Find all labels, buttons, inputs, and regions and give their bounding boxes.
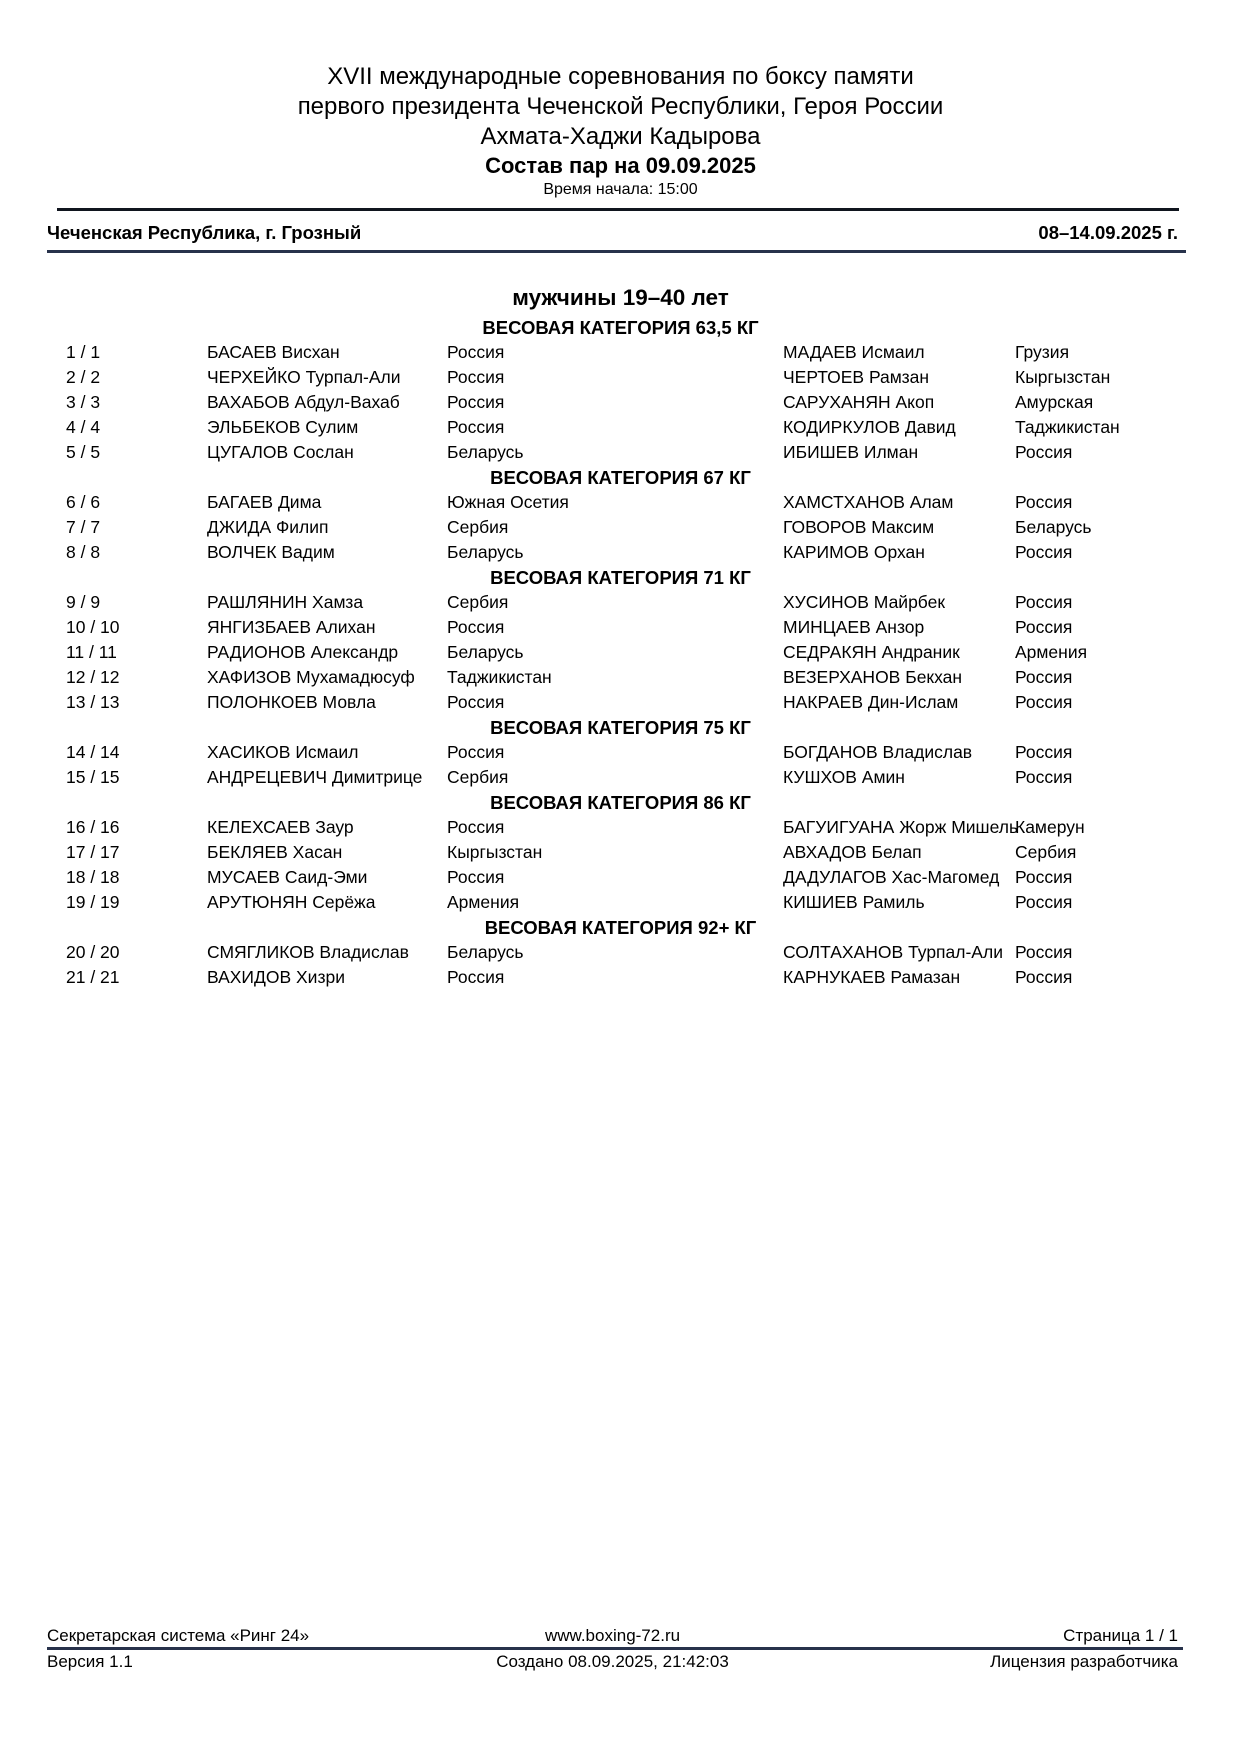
pairs-subtitle: Состав пар на 09.09.2025 xyxy=(485,153,756,178)
bout-number: 20 / 20 xyxy=(66,942,120,962)
bout-row xyxy=(0,640,1241,665)
blue-boxer-name: САРУХАНЯН Акоп xyxy=(783,392,935,412)
weight-category-heading: ВЕСОВАЯ КАТЕГОРИЯ 92+ КГ xyxy=(484,917,757,938)
bout-row xyxy=(0,590,1241,615)
red-boxer-team: Россия xyxy=(447,617,505,637)
bout-number: 21 / 21 xyxy=(66,967,120,987)
red-boxer-team: Кыргызстан xyxy=(447,842,543,862)
blue-boxer-name: БАГУИГУАНА Жорж Мишель xyxy=(783,817,1019,837)
bout-row xyxy=(0,840,1241,865)
footer-website: www.boxing-72.ru xyxy=(544,1626,681,1645)
bout-number: 15 / 15 xyxy=(66,767,120,787)
blue-boxer-team: Амурская xyxy=(1015,392,1094,412)
blue-boxer-team: Россия xyxy=(1015,767,1073,787)
red-boxer-name: СМЯГЛИКОВ Владислав xyxy=(207,942,409,962)
blue-boxer-team: Кыргызстан xyxy=(1015,367,1111,387)
blue-boxer-team: Беларусь xyxy=(1015,517,1092,537)
red-boxer-team: Сербия xyxy=(447,767,509,787)
bout-row xyxy=(0,815,1241,840)
red-boxer-team: Таджикистан xyxy=(447,667,552,687)
red-boxer-name: ВАХИДОВ Хизри xyxy=(207,967,345,987)
red-boxer-team: Россия xyxy=(447,817,505,837)
bout-row xyxy=(0,365,1241,390)
bout-number: 14 / 14 xyxy=(66,742,120,762)
blue-boxer-name: АВХАДОВ Белап xyxy=(783,842,922,862)
red-boxer-name: МУСАЕВ Саид-Эми xyxy=(207,867,368,887)
bout-row xyxy=(0,390,1241,415)
blue-boxer-name: КОДИРКУЛОВ Давид xyxy=(783,417,956,437)
bout-number: 5 / 5 xyxy=(66,442,101,462)
bout-row xyxy=(0,665,1241,690)
bout-number: 4 / 4 xyxy=(66,417,101,437)
bout-row xyxy=(0,415,1241,440)
bout-number: 13 / 13 xyxy=(66,692,120,712)
footer-divider xyxy=(47,1647,1183,1650)
red-boxer-team: Россия xyxy=(447,967,505,987)
blue-boxer-name: БОГДАНОВ Владислав xyxy=(783,742,973,762)
bout-row xyxy=(0,690,1241,715)
blue-boxer-team: Россия xyxy=(1015,442,1073,462)
blue-boxer-team: Россия xyxy=(1015,867,1073,887)
bout-row xyxy=(0,540,1241,565)
weight-category-heading: ВЕСОВАЯ КАТЕГОРИЯ 86 КГ xyxy=(490,792,751,813)
red-boxer-name: ЯНГИЗБАЕВ Алихан xyxy=(207,617,376,637)
blue-boxer-name: ДАДУЛАГОВ Хас-Магомед xyxy=(783,867,1000,887)
red-boxer-team: Россия xyxy=(447,867,505,887)
title-line-2: первого президента Чеченской Республики, Героя России xyxy=(297,93,944,120)
red-boxer-name: ХАФИЗОВ Мухамадюсуф xyxy=(207,667,415,687)
header-divider-top xyxy=(57,208,1179,211)
bout-row xyxy=(0,340,1241,365)
header-divider-bottom xyxy=(47,250,1186,253)
bout-row xyxy=(0,940,1241,965)
bout-row xyxy=(0,740,1241,765)
red-boxer-team: Сербия xyxy=(447,592,509,612)
bout-number: 17 / 17 xyxy=(66,842,120,862)
weight-category-heading: ВЕСОВАЯ КАТЕГОРИЯ 75 КГ xyxy=(490,717,751,738)
blue-boxer-name: МИНЦАЕВ Анзор xyxy=(783,617,925,637)
weight-category-heading: ВЕСОВАЯ КАТЕГОРИЯ 71 КГ xyxy=(490,567,751,588)
bout-number: 7 / 7 xyxy=(66,517,101,537)
red-boxer-team: Беларусь xyxy=(447,642,524,662)
red-boxer-team: Южная Осетия xyxy=(447,492,569,512)
red-boxer-name: ВАХАБОВ Абдул-Вахаб xyxy=(207,392,400,412)
bout-row xyxy=(0,765,1241,790)
blue-boxer-name: ВЕЗЕРХАНОВ Бекхан xyxy=(783,667,963,687)
bout-row xyxy=(0,515,1241,540)
blue-boxer-team: Россия xyxy=(1015,692,1073,712)
footer-system: Секретарская система «Ринг 24» xyxy=(47,1626,310,1645)
blue-boxer-team: Россия xyxy=(1015,542,1073,562)
document-header xyxy=(0,62,1241,200)
blue-boxer-name: ХУСИНОВ Майрбек xyxy=(783,592,946,612)
blue-boxer-team: Россия xyxy=(1015,967,1073,987)
red-boxer-team: Россия xyxy=(447,342,505,362)
title-line-1: XVII международные соревнования по боксу памяти xyxy=(327,63,914,90)
red-boxer-name: ЭЛЬБЕКОВ Сулим xyxy=(207,417,359,437)
red-boxer-name: БЕКЛЯЕВ Хасан xyxy=(207,842,343,862)
red-boxer-team: Сербия xyxy=(447,517,509,537)
red-boxer-team: Россия xyxy=(447,367,505,387)
event-location: Чеченская Республика, г. Грозный xyxy=(47,222,362,243)
blue-boxer-team: Россия xyxy=(1015,667,1073,687)
bout-row xyxy=(0,440,1241,465)
red-boxer-team: Беларусь xyxy=(447,942,524,962)
weight-category-heading: ВЕСОВАЯ КАТЕГОРИЯ 67 КГ xyxy=(490,467,751,488)
blue-boxer-name: КИШИЕВ Рамиль xyxy=(783,892,925,912)
red-boxer-team: Россия xyxy=(447,742,505,762)
blue-boxer-team: Армения xyxy=(1015,642,1088,662)
red-boxer-name: ДЖИДА Филип xyxy=(207,517,329,537)
bout-number: 12 / 12 xyxy=(66,667,120,687)
blue-boxer-team: Россия xyxy=(1015,892,1073,912)
start-time: Время начала: 15:00 xyxy=(543,181,698,198)
red-boxer-name: ПОЛОНКОЕВ Мовла xyxy=(207,692,376,712)
blue-boxer-name: КАРИМОВ Орхан xyxy=(783,542,925,562)
bout-number: 18 / 18 xyxy=(66,867,120,887)
footer-line-1 xyxy=(47,1626,1178,1645)
event-subheader xyxy=(47,220,1178,246)
bout-number: 1 / 1 xyxy=(66,342,101,362)
blue-boxer-team: Россия xyxy=(1015,617,1073,637)
red-boxer-name: РАДИОНОВ Александр xyxy=(207,642,399,662)
bout-number: 3 / 3 xyxy=(66,392,101,412)
footer-line-2 xyxy=(47,1652,1178,1671)
footer-page: Страница 1 / 1 xyxy=(1063,1626,1178,1645)
pairs-table xyxy=(0,315,1241,990)
bout-row xyxy=(0,490,1241,515)
blue-boxer-name: ЧЕРТОЕВ Рамзан xyxy=(783,367,930,387)
blue-boxer-name: МАДАЕВ Исмаил xyxy=(783,342,925,362)
red-boxer-team: Россия xyxy=(447,392,505,412)
blue-boxer-team: Сербия xyxy=(1015,842,1077,862)
bout-row xyxy=(0,890,1241,915)
blue-boxer-team: Камерун xyxy=(1015,817,1085,837)
bout-number: 6 / 6 xyxy=(66,492,101,512)
bout-row xyxy=(0,865,1241,890)
footer-license: Лицензия разработчика xyxy=(990,1652,1178,1671)
weight-category-heading: ВЕСОВАЯ КАТЕГОРИЯ 63,5 КГ xyxy=(482,317,759,338)
blue-boxer-name: СОЛТАХАНОВ Турпал-Али xyxy=(783,942,1003,962)
blue-boxer-team: Таджикистан xyxy=(1015,417,1120,437)
bout-number: 9 / 9 xyxy=(66,592,101,612)
blue-boxer-name: СЕДРАКЯН Андраник xyxy=(783,642,960,662)
red-boxer-name: КЕЛЕХСАЕВ Заур xyxy=(207,817,354,837)
red-boxer-name: БАГАЕВ Дима xyxy=(207,492,322,512)
section-title: мужчины 19–40 лет xyxy=(512,285,729,310)
bout-row xyxy=(0,965,1241,990)
red-boxer-name: АНДРЕЦЕВИЧ Димитрице xyxy=(207,767,423,787)
red-boxer-name: ХАСИКОВ Исмаил xyxy=(207,742,359,762)
blue-boxer-team: Россия xyxy=(1015,592,1073,612)
blue-boxer-team: Россия xyxy=(1015,492,1073,512)
blue-boxer-name: ХАМСТХАНОВ Алам xyxy=(783,492,954,512)
red-boxer-team: Армения xyxy=(447,892,520,912)
red-boxer-team: Беларусь xyxy=(447,542,524,562)
blue-boxer-name: КАРНУКАЕВ Рамазан xyxy=(783,967,961,987)
red-boxer-team: Беларусь xyxy=(447,442,524,462)
bout-number: 11 / 11 xyxy=(66,642,117,662)
blue-boxer-name: НАКРАЕВ Дин-Ислам xyxy=(783,692,959,712)
bout-number: 8 / 8 xyxy=(66,542,101,562)
event-date-range: 08–14.09.2025 г. xyxy=(1038,222,1178,243)
blue-boxer-team: Грузия xyxy=(1015,342,1070,362)
red-boxer-team: Россия xyxy=(447,692,505,712)
red-boxer-name: АРУТЮНЯН Серёжа xyxy=(207,892,376,912)
bout-row xyxy=(0,615,1241,640)
footer-version: Версия 1.1 xyxy=(47,1652,133,1671)
blue-boxer-name: КУШХОВ Амин xyxy=(783,767,905,787)
bout-number: 10 / 10 xyxy=(66,617,120,637)
bout-number: 19 / 19 xyxy=(66,892,120,912)
bout-number: 2 / 2 xyxy=(66,367,101,387)
title-line-3: Ахмата-Хаджи Кадырова xyxy=(480,123,761,150)
red-boxer-name: РАШЛЯНИН Хамза xyxy=(207,592,364,612)
bout-number: 16 / 16 xyxy=(66,817,120,837)
red-boxer-team: Россия xyxy=(447,417,505,437)
red-boxer-name: ВОЛЧЕК Вадим xyxy=(207,542,335,562)
footer-created: Создано 08.09.2025, 21:42:03 xyxy=(496,1652,729,1671)
blue-boxer-team: Россия xyxy=(1015,742,1073,762)
blue-boxer-team: Россия xyxy=(1015,942,1073,962)
red-boxer-name: ЦУГАЛОВ Сослан xyxy=(207,442,354,462)
blue-boxer-name: ГОВОРОВ Максим xyxy=(783,517,935,537)
red-boxer-name: ЧЕРХЕЙКО Турпал-Али xyxy=(207,367,401,387)
blue-boxer-name: ИБИШЕВ Илман xyxy=(783,442,919,462)
red-boxer-name: БАСАЕВ Висхан xyxy=(207,342,340,362)
